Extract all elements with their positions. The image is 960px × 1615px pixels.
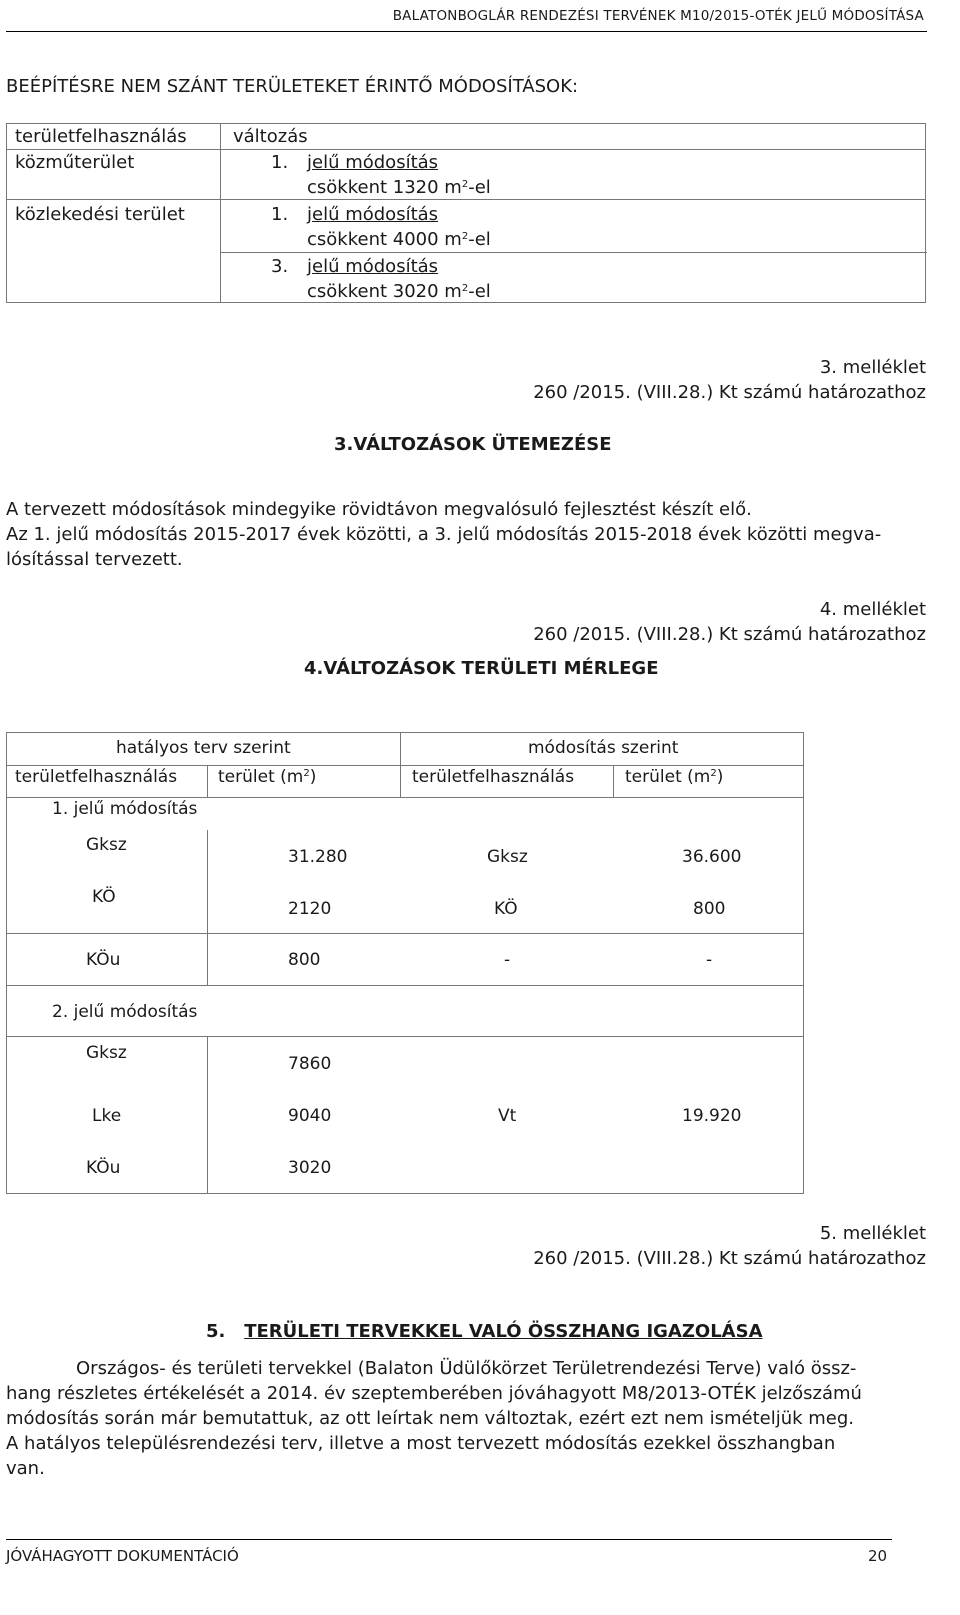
table-divider (207, 765, 208, 798)
annex-number: 4. melléklet (819, 599, 926, 620)
table-cell: 3. (271, 256, 289, 277)
table-divider (400, 732, 401, 798)
table-cell: 9040 (288, 1106, 332, 1126)
table-divider (6, 797, 804, 798)
table-divider (6, 1036, 804, 1037)
annex-reference: 260 /2015. (VIII.28.) Kt számú határozathoz (533, 624, 926, 645)
annex-4-label (533, 597, 926, 647)
table-divider (220, 252, 927, 253)
table-cell: 19.920 (682, 1106, 742, 1126)
changes-table (6, 123, 926, 303)
paragraph-line: módosítás során már bemutattuk, az ott leírtak nem változtak, ezért ezt nem ismételjük meg. (6, 1408, 855, 1429)
col-header-land-use: területfelhasználás (15, 767, 178, 787)
table-cell: Lke (92, 1106, 122, 1126)
section-5-title: 5. TERÜLETI TERVEKKEL VALÓ ÖSSZHANG IGAZOLÁSA (206, 1321, 763, 1342)
table-divider (6, 985, 804, 986)
table-cell: KÖu (86, 950, 121, 970)
paragraph-line: lósítással tervezett. (6, 549, 183, 570)
table-cell: 1. (271, 152, 289, 173)
table-cell: - (706, 950, 713, 970)
paragraph-line: A tervezett módosítások mindegyike rövidtávon megvalósuló fejlesztést készít elő. (6, 499, 752, 520)
section-3-body (6, 497, 926, 572)
col-header-land-use: területfelhasználás (412, 767, 575, 787)
table-cell: csökkent 1320 $m^2-el$ (307, 177, 491, 198)
col-header-current-plan: hatályos terv szerint (116, 738, 291, 758)
page-header-title: BALATONBOGLÁR RENDEZÉSI TERVÉNEK M10/2015-OTÉK JELŰ MÓDOSÍTÁSA (392, 8, 924, 24)
table-cell: 31.280 (288, 847, 348, 867)
paragraph-line: Az 1. jelű módosítás 2015-2017 évek közötti, a 3. jelű módosítás 2015-2018 évek közötti megva- (6, 524, 882, 545)
section-5-body (6, 1356, 926, 1481)
col-header-area: terület $(m^2)$ (625, 767, 724, 787)
col-header-modified-plan: módosítás szerint (528, 738, 679, 758)
paragraph-line: hang részletes értékelését a 2014. év szeptemberében jóváhagyott M8/2013-OTÉK jelzőszámú (6, 1383, 862, 1404)
annex-3-label (533, 355, 926, 405)
area-balance-table (6, 732, 804, 1194)
table-cell: közlekedési terület (15, 204, 185, 225)
table-divider (6, 933, 804, 934)
table-divider (6, 765, 804, 766)
table-cell: 2120 (288, 899, 332, 919)
group-label: 1. jelű módosítás (52, 799, 198, 819)
table-cell: 3020 (288, 1158, 332, 1178)
paragraph-line: van. (6, 1458, 45, 1479)
footer-label: JÓVÁHAGYOTT DOKUMENTÁCIÓ (6, 1547, 239, 1565)
table-divider (7, 149, 925, 150)
section-4-title: 4.VÁLTOZÁSOK TERÜLETI MÉRLEGE (304, 658, 659, 679)
paragraph-line: A hatályos településrendezési terv, illetve a most tervezett módosítás ezekkel összhangban (6, 1433, 836, 1454)
table-cell: közműterület (15, 152, 135, 173)
col-header-land-use: területfelhasználás (15, 126, 187, 147)
col-header-area: terület $(m^2)$ (218, 767, 317, 787)
table-cell: Gksz (86, 835, 127, 855)
annex-number: 3. melléklet (819, 357, 926, 378)
table-divider (7, 199, 925, 200)
table-divider (6, 732, 804, 733)
table-cell: KÖu (86, 1158, 121, 1178)
table-divider (6, 1193, 804, 1194)
header-divider (6, 31, 927, 32)
table-divider (207, 1036, 208, 1193)
table-cell: Gksz (487, 847, 528, 867)
table-cell: - (504, 950, 511, 970)
annex-reference: 260 /2015. (VIII.28.) Kt számú határozathoz (533, 382, 926, 403)
table-cell: 7860 (288, 1054, 332, 1074)
footer-divider (6, 1539, 892, 1540)
section-nonbuild-title: BEÉPÍTÉSRE NEM SZÁNT TERÜLETEKET ÉRINTŐ MÓDOSÍTÁSOK: (6, 76, 579, 97)
page-number: 20 (868, 1547, 888, 1565)
table-cell: jelű módosítás (307, 204, 439, 225)
table-cell: Gksz (86, 1043, 127, 1063)
section-3-title: 3.VÁLTOZÁSOK ÜTEMEZÉSE (334, 434, 612, 455)
table-divider (613, 765, 614, 798)
table-cell: jelű módosítás (307, 256, 439, 277)
col-header-change: változás (233, 126, 308, 147)
table-cell: Vt (498, 1106, 517, 1126)
table-divider (803, 732, 804, 1194)
annex-5-label (533, 1221, 926, 1271)
table-cell: 36.600 (682, 847, 742, 867)
table-divider (6, 732, 7, 1194)
table-cell: 800 (288, 950, 321, 970)
table-cell: csökkent 3020 $m^2-el$ (307, 281, 491, 302)
table-divider (207, 830, 208, 985)
table-divider (220, 124, 221, 302)
annex-number: 5. melléklet (819, 1223, 926, 1244)
table-cell: KÖ (92, 887, 116, 907)
annex-reference: 260 /2015. (VIII.28.) Kt számú határozathoz (533, 1248, 926, 1269)
group-label: 2. jelű módosítás (52, 1002, 198, 1022)
table-cell: csökkent 4000 $m^2-el$ (307, 229, 491, 250)
table-cell: 1. (271, 204, 289, 225)
paragraph-line: Országos- és területi tervekkel (Balaton Üdülőkörzet Területrendezési Terve) való össz- (76, 1358, 857, 1379)
table-cell: 800 (693, 899, 726, 919)
table-cell: jelű módosítás (307, 152, 439, 173)
table-cell: KÖ (494, 899, 518, 919)
